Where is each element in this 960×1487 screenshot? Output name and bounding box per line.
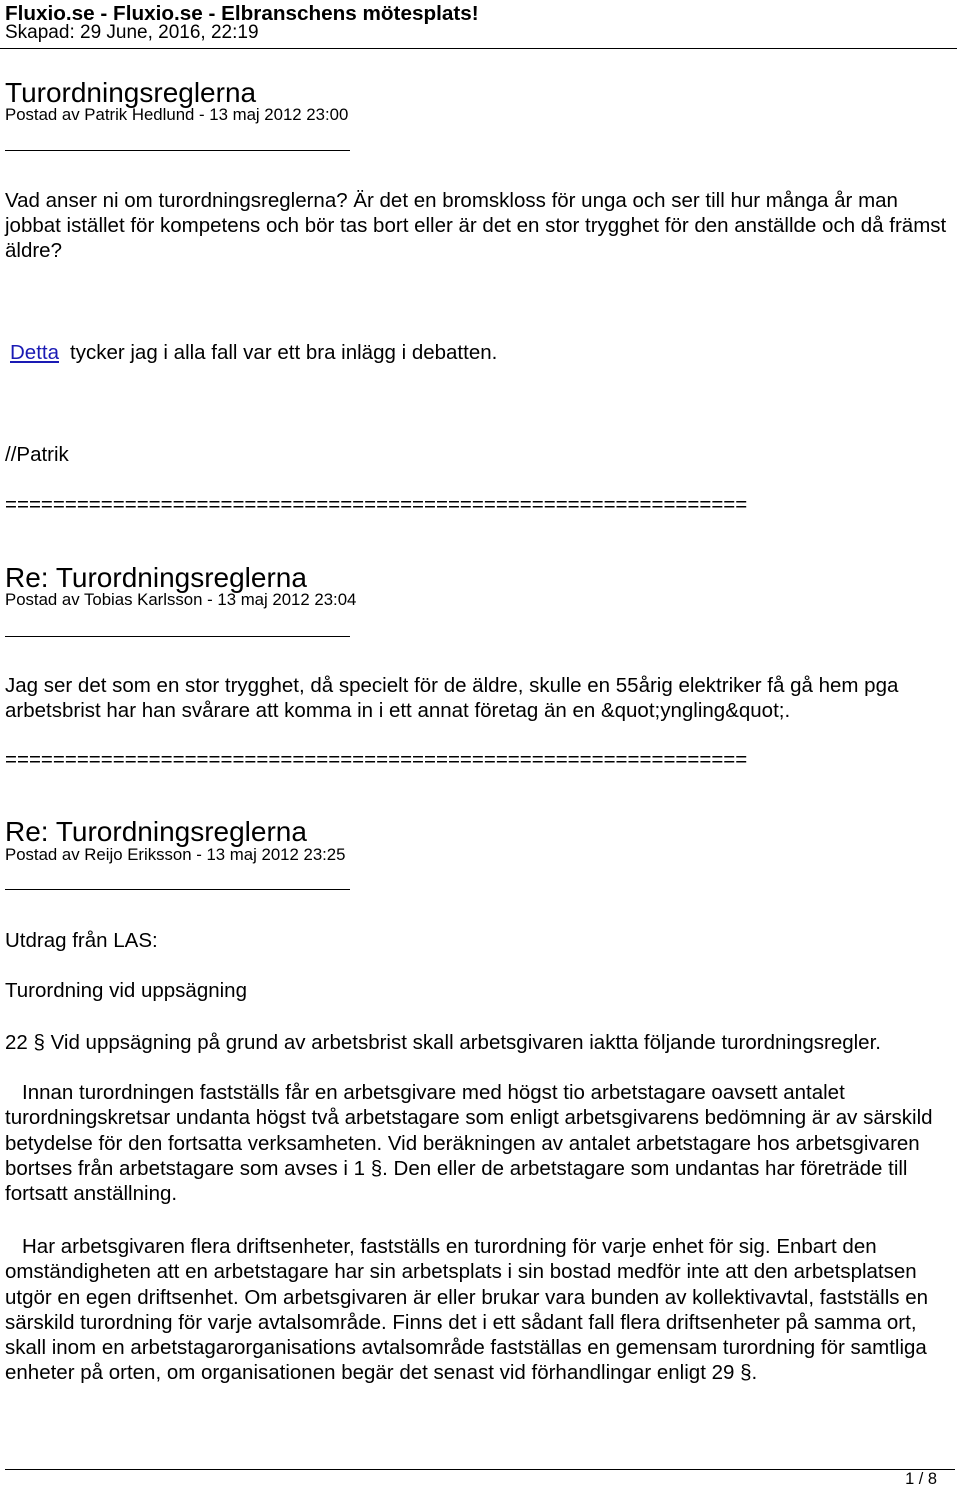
link-line-text: tycker jag i alla fall var ett bra inlägg i debatten.: [70, 341, 498, 364]
post-title: Turordningsreglerna: [5, 77, 257, 108]
created-date: Skapad: 29 June, 2016, 22:19: [5, 22, 259, 43]
post-body-line: Vad anser ni om turordningsreglerna? Är det en bromskloss för unga och ser till hur många år man: [5, 189, 898, 212]
post-body-line: arbetsbrist har han svårare att komma in i ett annat företag än en &quot;yngling&quot;.: [5, 699, 791, 722]
post-meta: Postad av Reijo Eriksson - 13 maj 2012 23:25: [5, 845, 346, 864]
paragraph-line: bortses från arbetstagare som avses i 1 §. Den eller de arbetstagare som undantas har företräde till: [5, 1156, 908, 1180]
post-title: Re: Turordningsreglerna: [5, 816, 307, 847]
paragraph-line: omständigheten att en arbetstagare har sin arbetsplats i sin bostad medför inte att den arbetsplatsen: [5, 1260, 917, 1284]
quote-heading: Utdrag från LAS:: [5, 929, 158, 952]
paragraph-line: utgör en egen driftsenhet. Om arbetsgivaren är eller brukar vara bunden av kollektivavtal, fastställs en: [5, 1285, 928, 1309]
paragraph-line: särskild turordning för varje avtalsområde. Finns det i ett sådant fall flera driftsenheter på samma ort,: [5, 1310, 917, 1334]
post-title: Re: Turordningsreglerna: [5, 562, 307, 593]
site-title: Fluxio.se - Fluxio.se - Elbranschens mötesplats!: [5, 2, 479, 25]
quote-paragraph: [5, 1080, 933, 1206]
post-divider: [5, 150, 350, 151]
post-divider: [5, 636, 350, 637]
quote-paragraph: [5, 1234, 928, 1386]
post-body-line: Jag ser det som en stor trygghet, då specielt för de äldre, skulle en 55årig elektriker få gå hem pga: [5, 674, 899, 697]
page-number: 1 / 8: [905, 1470, 937, 1487]
paragraph-line: turordningskretsar undanta högst två arbetstagare som enligt arbetsgivarens bedömning är av särskild: [5, 1106, 933, 1130]
quote-subheading: Turordning vid uppsägning: [5, 979, 247, 1002]
detta-link[interactable]: Detta: [10, 341, 59, 364]
footer-divider: [5, 1469, 955, 1470]
post-meta: Postad av Patrik Hedlund - 13 maj 2012 23:00: [5, 105, 349, 124]
post-separator: ==============================================================: [5, 493, 748, 516]
paragraph-line: fortsatt anställning.: [5, 1182, 178, 1206]
post-meta: Postad av Tobias Karlsson - 13 maj 2012 23:04: [5, 590, 357, 609]
quote-lead: 22 § Vid uppsägning på grund av arbetsbrist skall arbetsgivaren iaktta följande turordningsregler.: [5, 1031, 881, 1054]
paragraph-line: Har arbetsgivaren flera driftsenheter, fastställs en turordning för varje enhet för sig. Enbart den: [22, 1235, 877, 1258]
post-body-line: jobbat istället för kompetens och bör tas bort eller är det en stor trygghet för den anställde och då främst: [5, 214, 947, 237]
post-divider: [5, 889, 350, 890]
paragraph-line: enheter på orten, om organisationen begär det senast vid förhandlingar enligt 29 §.: [5, 1361, 758, 1385]
paragraph-line: Innan turordningen fastställs får en arbetsgivare med högst tio arbetstagare oavsett antalet: [22, 1081, 845, 1104]
header-divider: [0, 48, 957, 49]
paragraph-line: betydelse för den fortsatta verksamheten. Vid beräkningen av antalet arbetstagare hos arbetsgivaren: [5, 1131, 920, 1155]
post-signature: //Patrik: [5, 443, 69, 466]
link-line: [5, 340, 497, 365]
paragraph-line: skall inom en arbetstagarorganisations avtalsområde fastställas en gemensam turordning för samtliga: [5, 1336, 927, 1360]
post-separator: ==============================================================: [5, 748, 748, 771]
post-body-line: äldre?: [5, 239, 62, 262]
